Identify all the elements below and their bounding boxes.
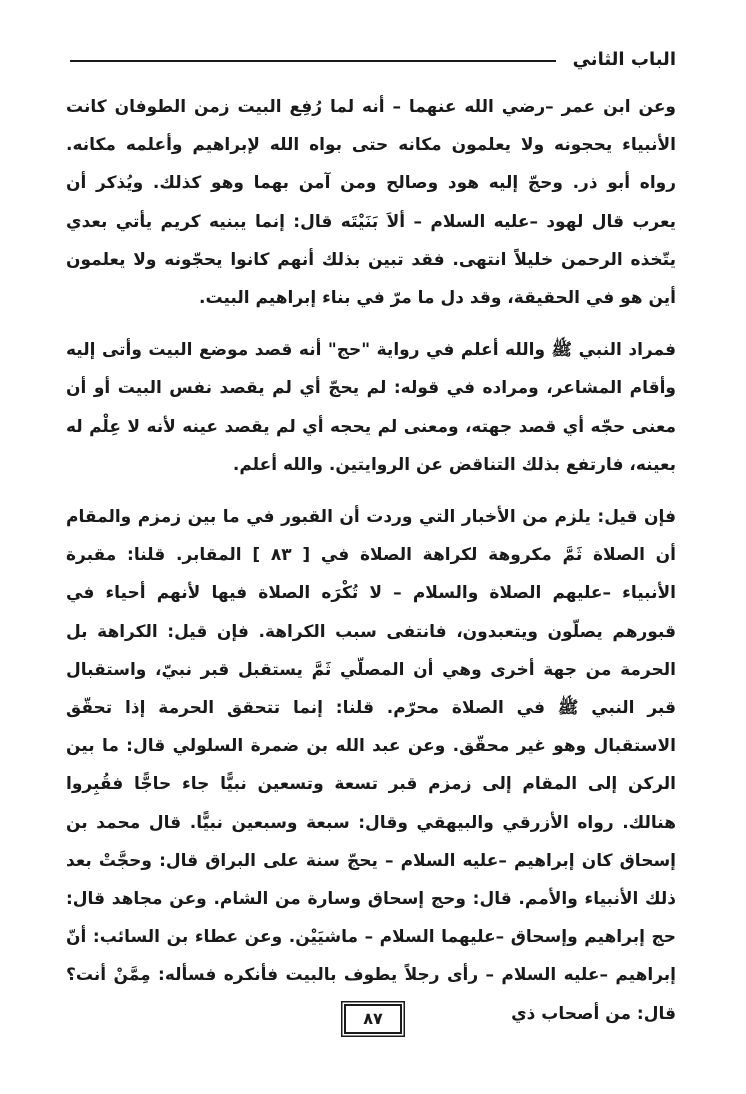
page-number: ٨٧	[344, 1004, 402, 1034]
chapter-title: الباب الثاني	[572, 49, 676, 70]
header-rule	[70, 60, 556, 62]
paragraph-1: وعن ابن عمر –رضي الله عنهما – أنه لما رُفِع البيت زمن الطوفان كانت الأنبياء يحجونه ولا يعلمون مكانه حتى بواه الله لإبراهيم وأعلمه مكانه. رواه أبو ذر. وحجّ إليه هود وصالح ومن آمن بهما وهو كذلك. ويُذكر أن يعرب قال لهود –عليه السلام – ألاَ بَنَيْتَه قال: إنما يبنيه كريم يأتي بعدي يتّخذه الرحمن خليلاً انتهى. فقد تبين بذلك أنهم كانوا يحجّونه ولا يعلمون أين هو في الحقيقة، وقد دل ما مرّ في بناء إبراهيم البيت.	[66, 97, 676, 309]
paragraph-3: فإن قيل: يلزم من الأخبار التي وردت أن القبور في ما بين زمزم والمقام أن الصلاة ثَمَّ مكروهة لكراهة الصلاة في [ ٨٣ ] المقابر. قلنا: مقبرة الأنبياء –عليهم الصلاة والسلام – لا تُكْرَه الصلاة فيها لأنهم أحياء في قبورهم يصلّون ويتعبدون، فانتفى سبب الكراهة. فإن قيل: الكراهة بل الحرمة من جهة أخرى وهي أن المصلّي ثَمَّ يستقبل قبر نبيّ، واستقبال قبر النبي ﷺ في الصلاة محرّم. قلنا: إنما تتحقق الحرمة إذا تحقّق الاستقبال وهو غير محقّق. وعن عبد الله بن ضمرة السلولي قال: ما بين الركن إلى المقام إلى زمزم قبر تسعة وتسعين نبيًّا جاء حاجًّا فقُبِروا هنالك. رواه الأزرقي والبيهقي وقال: سبعة وسبعين نبيًّا. قال محمد بن إسحاق كان إبراهيم –عليه السلام – يحجّ سنة على البراق قال: وحجَّتْ بعد ذلك الأنبياء والأمم. قال: وحج إسحاق وسارة من الشام. وعن مجاهد قال: حج إبراهيم وإسحاق –عليهما السلام – ماشيَيْن. وعن عطاء بن السائب: أنّ إبراهيم –عليه السلام – رأى رجلاً يطوف بالبيت فأنكره فسأله: مِمَّنْ أنت؟ قال: من أصحاب ذي	[66, 507, 677, 1024]
paragraph-2: فمراد النبي ﷺ والله أعلم في رواية "حج" أنه قصد موضع البيت وأتى إليه وأقام المشاعر، ومراده في قوله: لم يحجّ أي لم يقصد نفس البيت أو أن معنى حجّه أي قصد جهته، ومعنى لم يحجه أي لم يقصد عينه لأنه لا عِلْم له بعينه، فارتفع بذلك التناقض عن الروايتين. والله أعلم.	[66, 340, 676, 475]
page-header	[70, 46, 676, 86]
page-body	[66, 88, 676, 1033]
